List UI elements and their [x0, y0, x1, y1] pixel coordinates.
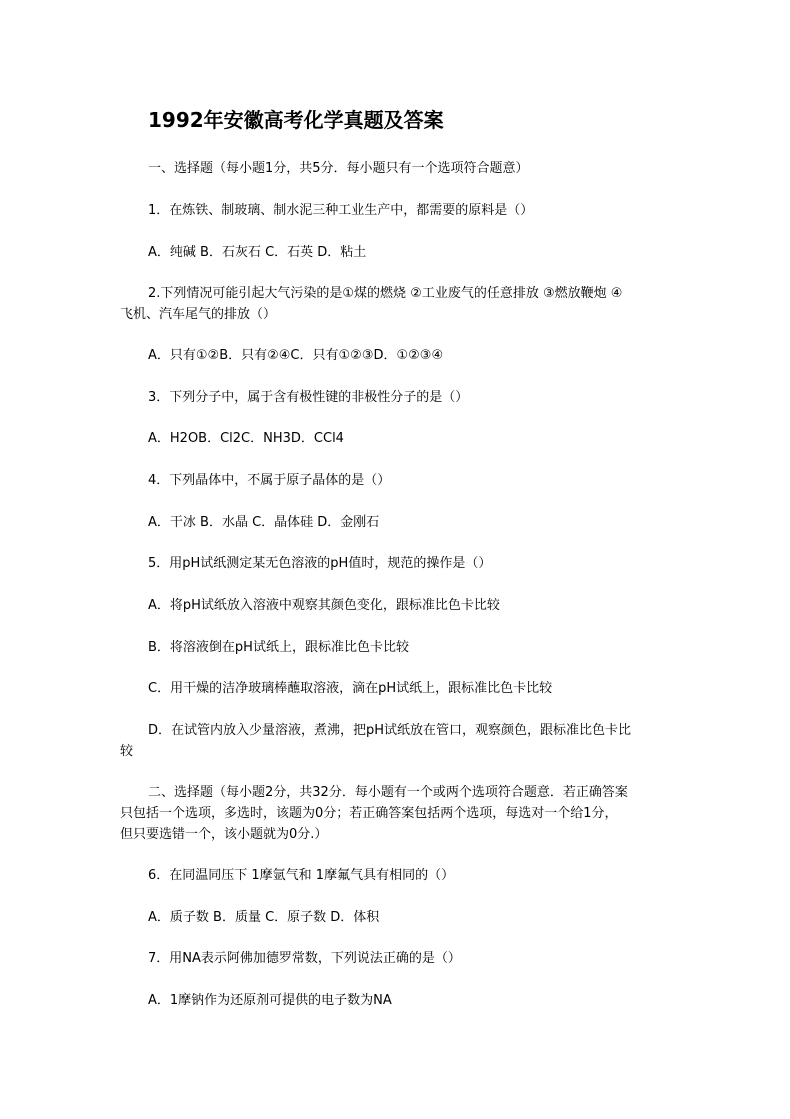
- question-5-option-d-line1: D．在试管内放入少量溶液，煮沸，把pH试纸放在管口，观察颜色，跟标准比色卡比: [148, 723, 632, 738]
- question-3-options: A．H2OB．Cl2C．NH3D．CCl4: [148, 431, 344, 446]
- question-6: 6．在同温同压下 1摩氩气和 1摩氟气具有相同的（）: [148, 868, 455, 883]
- question-1-options: A．纯碱 B．石灰石 C．石英 D．粘土: [148, 245, 367, 260]
- section2-header-line1: 二、选择题（每小题2分，共32分．每小题有一个或两个选项符合题意．若正确答案: [148, 785, 628, 800]
- question-2-options: A．只有①②B．只有②④C．只有①②③D．①②③④: [148, 348, 444, 363]
- question-1: 1．在炼铁、制玻璃、制水泥三种工业生产中，都需要的原料是（）: [148, 203, 534, 218]
- section2-header-line3: 但只要选错一个，该小题就为0分.）: [120, 827, 328, 842]
- question-3: 3．下列分子中，属于含有极性键的非极性分子的是（）: [148, 390, 469, 405]
- document-title: 1992年安徽高考化学真题及答案: [148, 108, 444, 132]
- question-7-option-a: A．1摩钠作为还原剂可提供的电子数为NA: [148, 993, 392, 1008]
- section2-header-line2: 只包括一个选项，多选时，该题为0分；若正确答案包括两个选项，每选对一个给1分，: [120, 806, 618, 821]
- question-7: 7．用NA表示阿佛加德罗常数，下列说法正确的是（）: [148, 951, 461, 966]
- question-5-option-d-line2: 较: [120, 744, 134, 759]
- question-6-options: A．质子数 B．质量 C．原子数 D．体积: [148, 910, 380, 925]
- question-5: 5．用pH试纸测定某无色溶液的pH值时，规范的操作是（）: [148, 556, 492, 571]
- section1-header: 一、选择题（每小题1分，共5分．每小题只有一个选项符合题意）: [148, 161, 529, 176]
- question-5-option-c: C．用干燥的洁净玻璃棒蘸取溶液，滴在pH试纸上，跟标准比色卡比较: [148, 681, 553, 696]
- question-5-option-a: A．将pH试纸放入溶液中观察其颜色变化，跟标准比色卡比较: [148, 598, 500, 613]
- question-2-line2: 飞机、汽车尾气的排放（）: [120, 307, 277, 322]
- question-4-options: A．干冰 B．水晶 C．晶体硅 D．金刚石: [148, 515, 380, 530]
- question-5-option-b: B．将溶液倒在pH试纸上，跟标准比色卡比较: [148, 640, 409, 655]
- question-4: 4．下列晶体中，不属于原子晶体的是（）: [148, 473, 391, 488]
- question-2-line1: 2.下列情况可能引起大气污染的是①煤的燃烧 ②工业废气的任意排放 ③燃放鞭炮 ④: [148, 286, 623, 301]
